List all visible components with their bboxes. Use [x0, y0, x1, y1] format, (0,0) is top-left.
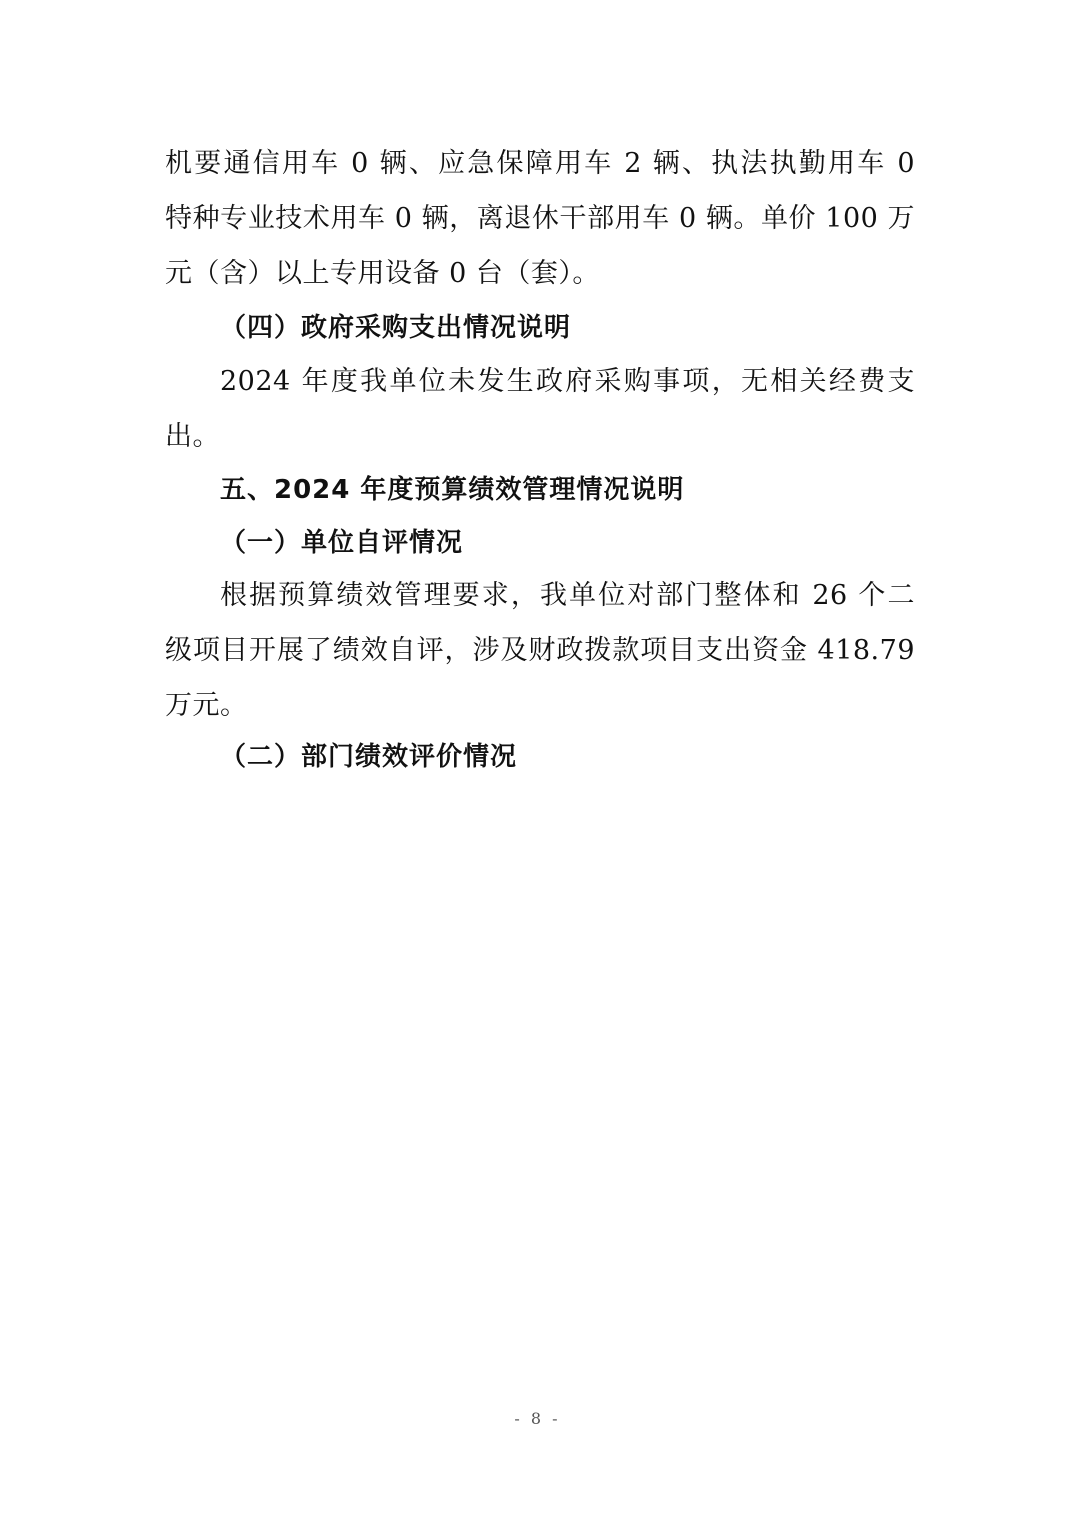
page-number: - 8 - — [514, 1409, 561, 1428]
paragraph-line-procurement-1: 2024 年度我单位未发生政府采购事项，无相关经费支 — [220, 366, 915, 397]
paragraph-line-vehicles-3: 元（含）以上专用设备 0 台（套）。 — [165, 258, 600, 289]
chapter-heading-performance: 五、2024 年度预算绩效管理情况说明 — [220, 475, 685, 505]
section-heading-procurement: （四）政府采购支出情况说明 — [220, 313, 572, 343]
paragraph-line-procurement-2: 出。 — [165, 421, 220, 452]
paragraph-line-self-eval-3: 万元。 — [165, 690, 248, 721]
paragraph-line-self-eval-1: 根据预算绩效管理要求，我单位对部门整体和 26 个二 — [220, 580, 915, 611]
paragraph-line-vehicles-1: 机要通信用车 0 辆、应急保障用车 2 辆、执法执勤用车 0 — [165, 148, 915, 179]
paragraph-line-self-eval-2: 级项目开展了绩效自评，涉及财政拨款项目支出资金 418.79 — [165, 635, 915, 666]
paragraph-line-vehicles-2: 特种专业技术用车 0 辆，离退休干部用车 0 辆。单价 100 万 — [165, 203, 915, 234]
subsection-heading-department-evaluation: （二）部门绩效评价情况 — [220, 742, 518, 772]
subsection-heading-self-evaluation: （一）单位自评情况 — [220, 528, 464, 558]
